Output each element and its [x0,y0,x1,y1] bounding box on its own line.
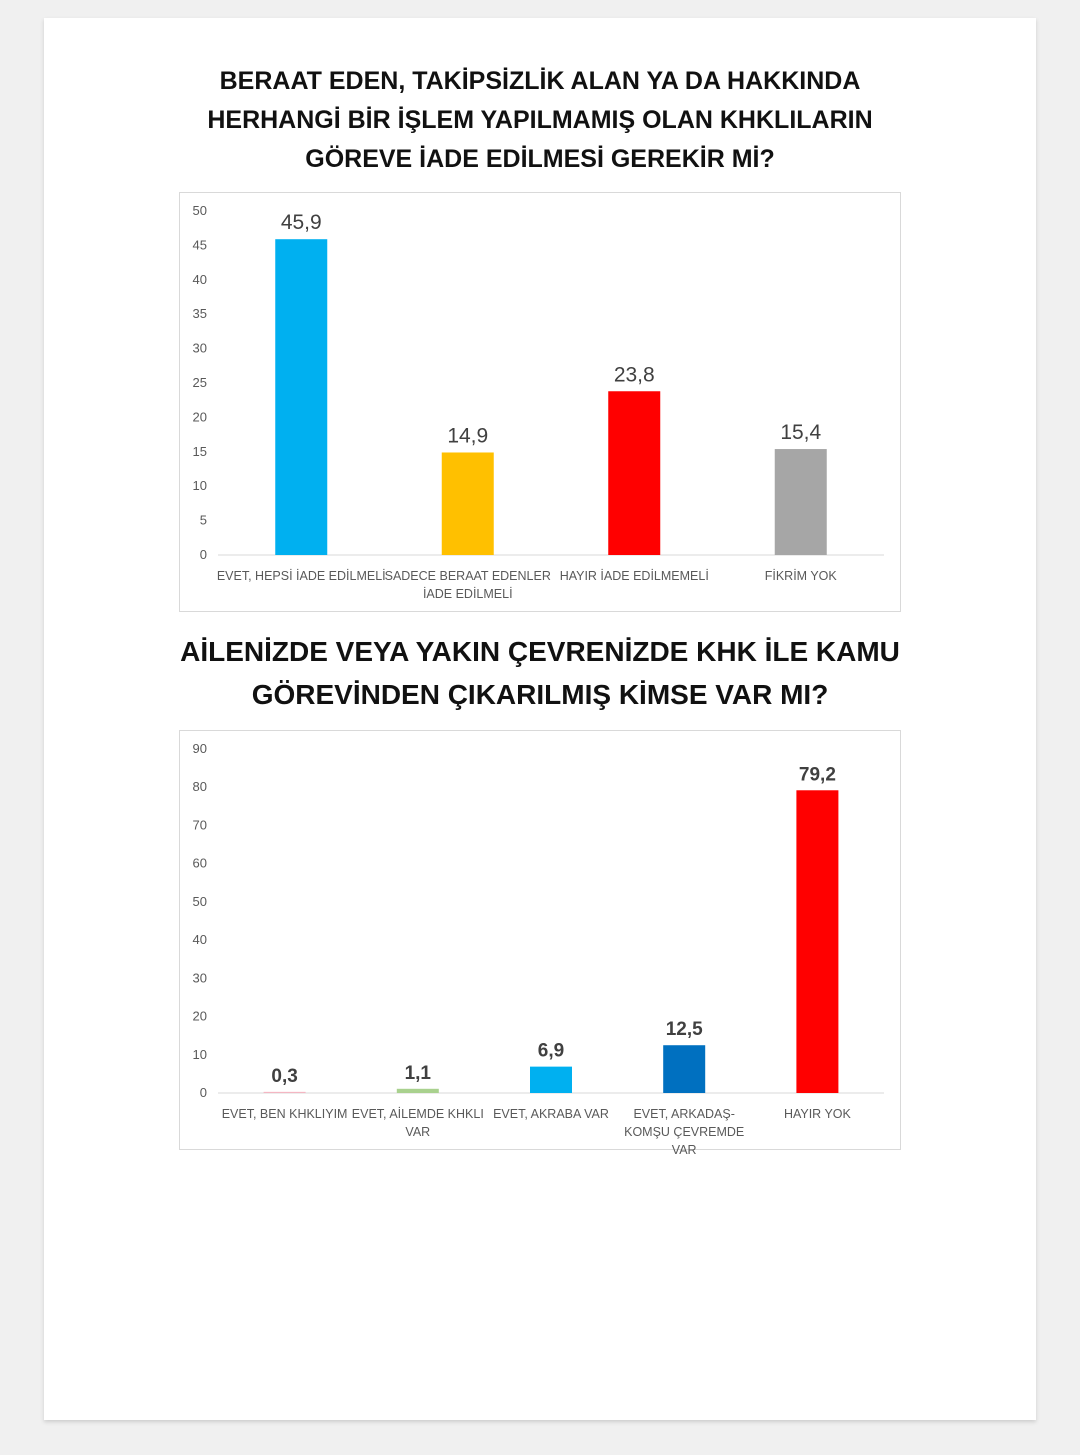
chart2-bar [264,1092,306,1093]
chart2-ytick-label: 50 [192,893,207,909]
chart2-ytick-label: 90 [192,741,207,756]
chart2-bar [397,1089,439,1093]
chart1-svg [180,193,900,611]
chart2-area [179,730,901,1157]
chart2-svg [180,731,900,1157]
chart2-ytick-label: 20 [192,1008,207,1024]
chart1-ytick-label: 5 [199,512,207,528]
chart1-data-label: 23,8 [613,363,655,387]
chart1-ytick-label: 45 [192,237,207,253]
chart2-bar [530,1067,572,1093]
chart2-ytick-label: 30 [192,970,207,986]
chart1-ytick-label: 15 [192,443,207,459]
chart2-ytick-label: 60 [192,855,207,871]
chart1-category-label: SADECE BERAAT EDENLER [384,569,551,583]
chart2-category-label: VAR [405,1125,431,1139]
chart2-bar [663,1045,705,1093]
chart2-ytick-label: 40 [192,932,207,948]
chart2-data-label: 12,5 [665,1019,703,1041]
chart2-bar [796,790,838,1093]
chart2-data-label: 1,1 [404,1062,432,1084]
chart1-ytick-label: 35 [192,306,207,322]
chart2-ytick-label: 70 [192,817,207,833]
chart2-category-label: EVET, BEN KHKLIYIM [221,1107,348,1121]
chart1-area [179,192,901,612]
chart1-ytick-label: 0 [199,547,207,562]
chart2-title: AİLENİZDE VEYA YAKIN ÇEVRENİZDE KHK İLE KAMU GÖREVİNDEN ÇIKARILMIŞ KİMSE VAR MI? [180,636,900,710]
chart2-data-label: 0,3 [271,1065,298,1087]
chart1-bar [608,391,660,555]
chart1-ytick-label: 50 [192,203,207,218]
chart2-category-label: KOMŞU ÇEVREMDE [624,1125,745,1139]
chart1-ytick-label: 10 [192,478,207,494]
chart1-title: BERAAT EDEN, TAKİPSİZLİK ALAN YA DA HAKKINDA HERHANGİ BİR İŞLEM YAPILMAMIŞ OLAN KHKLILARIN GÖREVE İADE EDİLMESİ GEREKİR Mİ? [207,67,873,173]
chart2-data-label: 6,9 [537,1040,565,1062]
chart2-category-label: EVET, ARKADAŞ- [633,1107,735,1121]
chart1-category-label: FİKRİM YOK [764,569,837,583]
chart1-bar [775,449,827,555]
chart1-ytick-label: 20 [192,409,207,425]
chart1-category-label: EVET, HEPSİ İADE EDİLMELİ [216,569,386,583]
chart2-category-label: HAYIR YOK [783,1107,851,1121]
chart2-category-label: EVET, AKRABA VAR [493,1107,609,1121]
page [44,18,1036,1420]
chart1-ytick-label: 40 [192,271,207,287]
chart1-ytick-label: 25 [192,375,207,390]
chart2-ytick-label: 0 [199,1085,207,1100]
chart1-data-label: 15,4 [780,421,822,445]
chart2-data-label: 79,2 [798,764,836,786]
chart1-category-label: İADE EDİLMELİ [422,587,513,601]
chart2-category-label: EVET, AİLEMDE KHKLI [351,1107,484,1121]
chart1-bar [275,239,327,555]
chart1-category-label: HAYIR İADE EDİLMEMELİ [559,569,709,583]
chart2-category-label: VAR [671,1143,697,1157]
chart1-ytick-label: 30 [192,340,207,356]
chart2-ytick-label: 80 [192,779,207,795]
chart1-bar [442,452,494,555]
chart2-ytick-label: 10 [192,1046,207,1062]
chart1-data-label: 14,9 [447,424,489,448]
chart1-data-label: 45,9 [280,211,322,235]
